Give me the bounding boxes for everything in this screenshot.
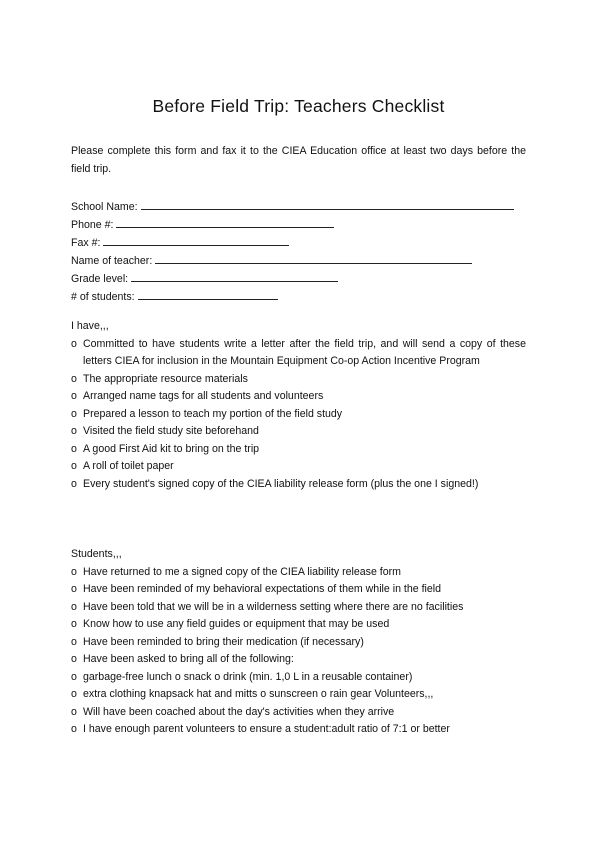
checklist-item[interactable]: o A good First Aid kit to bring on the trip — [71, 441, 526, 459]
bullet-marker: o — [71, 653, 77, 665]
checklist-item[interactable]: o garbage-free lunch o snack o drink (min. 1,0 L in a reusable container) — [71, 669, 526, 687]
intro-paragraph: Please complete this form and fax it to the CIEA Education office at least two days before the field trip. — [71, 145, 526, 175]
checklist-item[interactable]: o Have been told that we will be in a wilderness setting where there are no facilities — [71, 599, 526, 617]
bullet-marker: o — [71, 442, 77, 455]
checklist-item[interactable]: o Have been asked to bring all of the following: — [71, 651, 526, 669]
checklist-item[interactable]: o I have enough parent volunteers to ensure a student:adult ratio of 7:1 or better — [71, 721, 526, 739]
school-name-blank[interactable] — [141, 199, 514, 210]
bullet-marker: o — [71, 705, 77, 718]
phone-field — [71, 216, 526, 234]
bullet-marker: o — [71, 477, 77, 490]
teacher-name-field — [71, 252, 526, 270]
fax-blank[interactable] — [103, 235, 289, 246]
checklist-item[interactable]: o The appropriate resource materials — [71, 371, 526, 389]
field-label: # of students: — [71, 291, 135, 303]
bullet-marker: o — [71, 688, 77, 700]
bullet-marker: o — [71, 618, 77, 630]
page-title: Before Field Trip: Teachers Checklist — [152, 96, 445, 116]
contact-fields — [71, 198, 526, 306]
field-label: Grade level: — [71, 273, 129, 285]
checklist-item[interactable]: o Every student's signed copy of the CIEA liability release form (plus the one I signed!) — [71, 476, 526, 494]
grade-level-field — [71, 270, 526, 288]
bullet-marker: o — [71, 390, 77, 402]
bullet-marker: o — [71, 583, 77, 595]
checklist-item[interactable]: o Know how to use any field guides or equipment that may be used — [71, 616, 526, 634]
checklist-item[interactable]: o extra clothing knapsack hat and mitts o sunscreen o rain gear Volunteers,,, — [71, 686, 526, 704]
checklist-item[interactable]: o Arranged name tags for all students and volunteers — [71, 388, 526, 406]
bullet-marker: o — [71, 600, 77, 613]
field-label: Fax #: — [71, 237, 101, 249]
bullet-marker: o — [71, 460, 77, 472]
bullet-marker: o — [71, 670, 77, 683]
bullet-marker: o — [71, 565, 77, 578]
bullet-marker: o — [71, 425, 77, 437]
checklist-item[interactable]: o A roll of toilet paper — [71, 458, 526, 476]
bullet-marker: o — [71, 635, 77, 648]
students-checklist-section — [71, 546, 526, 739]
number-of-students-blank[interactable] — [138, 289, 278, 300]
phone-blank[interactable] — [116, 217, 334, 228]
checklist-item[interactable]: o Committed to have students write a letter after the field trip, and will send a copy of these letters CIEA for inclusion in the Mountain Equipment Co-op Action Incentive Program — [71, 337, 526, 367]
number-of-students-field — [71, 288, 526, 306]
checklist-item[interactable]: o Prepared a lesson to teach my portion of the field study — [71, 406, 526, 424]
checklist-item[interactable]: o Visited the field study site beforehand — [71, 423, 526, 441]
field-label: Name of teacher: — [71, 255, 153, 267]
grade-level-blank[interactable] — [131, 271, 338, 282]
teacher-checklist-section — [71, 318, 526, 493]
teacher-checklist — [71, 336, 526, 494]
students-checklist — [71, 564, 526, 739]
bullet-marker: o — [71, 723, 77, 735]
teacher-name-blank[interactable] — [155, 253, 472, 264]
school-name-field — [71, 198, 526, 216]
bullet-marker: o — [71, 372, 77, 385]
bullet-marker: o — [71, 407, 77, 420]
bullet-marker: o — [71, 337, 77, 350]
checklist-item[interactable]: o Have returned to me a signed copy of the CIEA liability release form — [71, 564, 526, 582]
checklist-item[interactable]: o Will have been coached about the day's activities when they arrive — [71, 704, 526, 722]
checklist-item[interactable]: o Have been reminded to bring their medication (if necessary) — [71, 634, 526, 652]
section-heading: I have,,, — [71, 320, 109, 332]
fax-field — [71, 234, 526, 252]
field-label: School Name: — [71, 201, 138, 213]
field-label: Phone #: — [71, 219, 114, 231]
checklist-item[interactable]: o Have been reminded of my behavioral expectations of them while in the field — [71, 581, 526, 599]
section-heading: Students,,, — [71, 548, 122, 560]
